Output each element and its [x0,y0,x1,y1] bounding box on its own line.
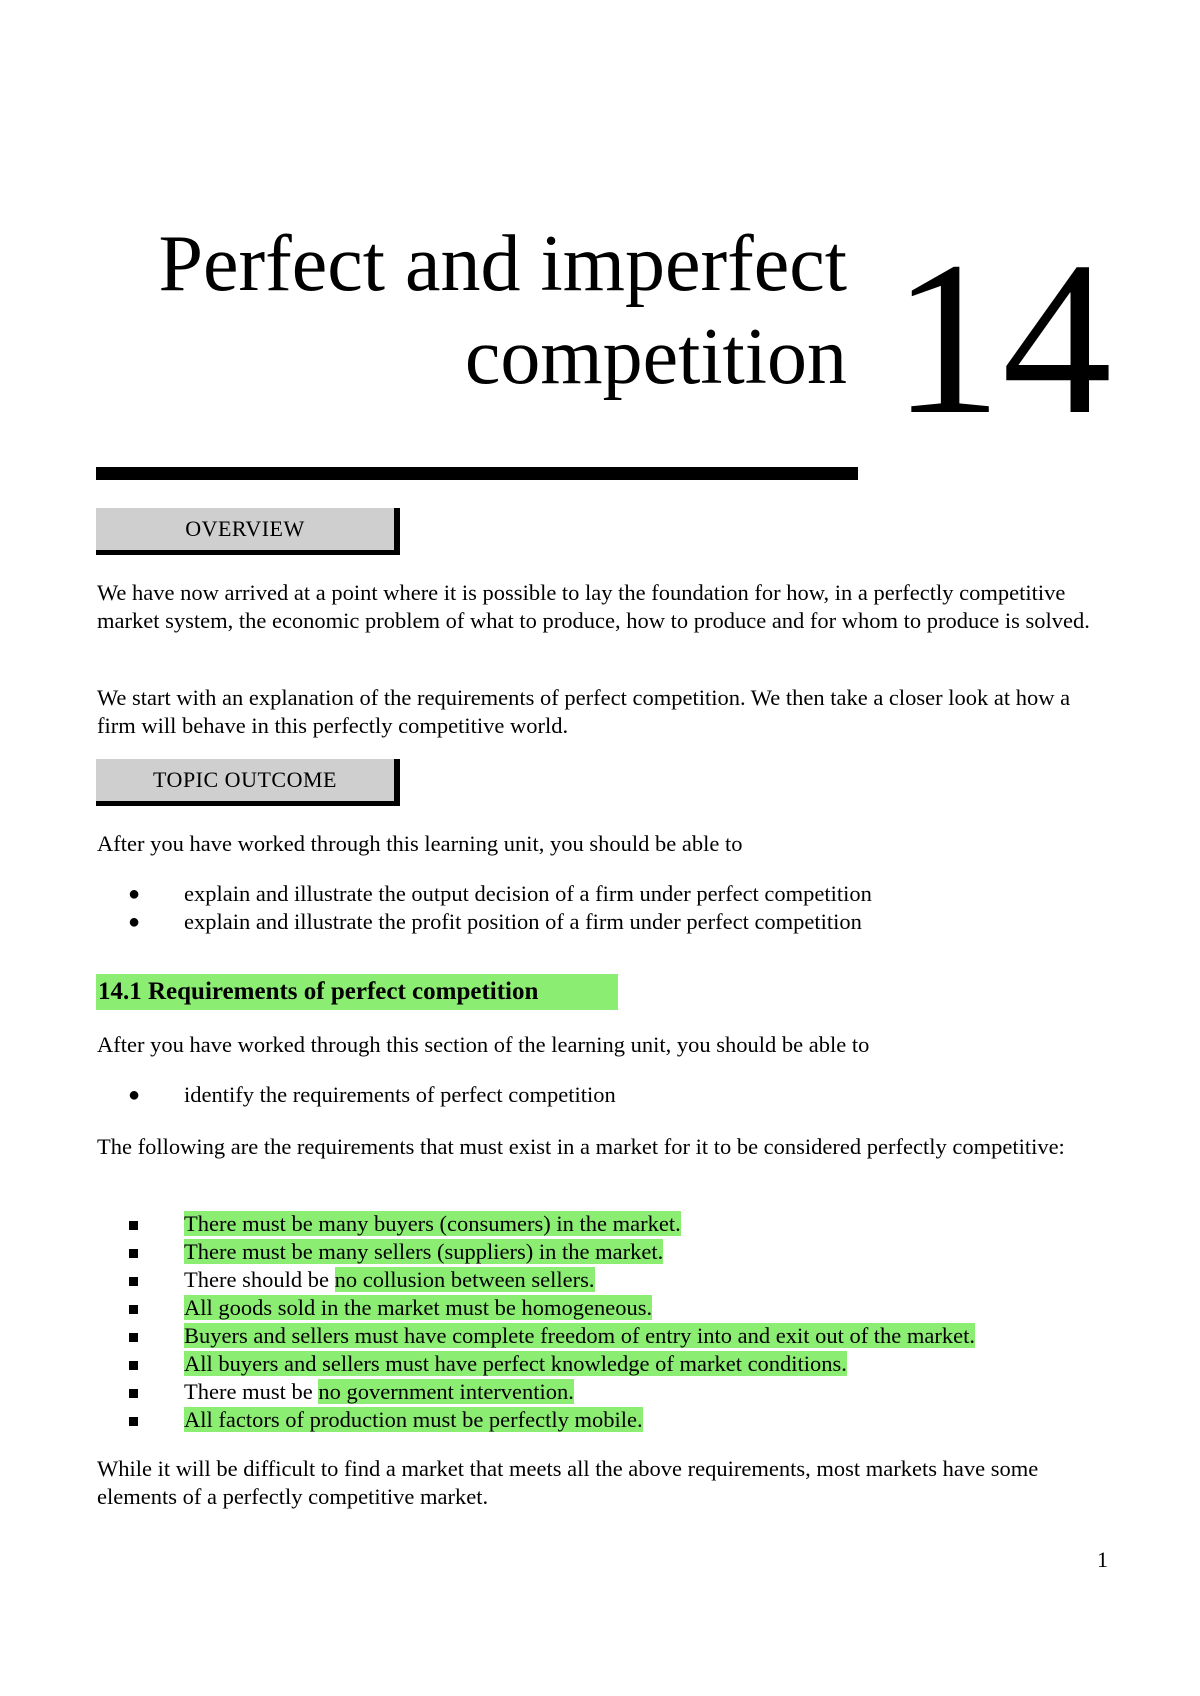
list-item: All goods sold in the market must be homogeneous. [0,1294,975,1322]
section-outcome-list [0,1081,616,1109]
list-item: All factors of production must be perfectly mobile. [0,1406,975,1434]
topic-outcome-intro: After you have worked through this learning unit, you should be able to [97,831,743,856]
chapter-number: 14 [892,216,1112,460]
bullet-square-icon [129,1333,138,1342]
requirements-list [0,1210,975,1434]
overview-paragraph-2: We start with an explanation of the requirements of perfect competition. We then take a closer look at how a firm will behave in this perfectly competitive world. [97,685,1071,738]
list-item: ● identify the requirements of perfect competition [128,1082,616,1107]
topic-outcome-heading: TOPIC OUTCOME [96,759,400,806]
list-item: There must be many sellers (suppliers) in the market. [0,1238,975,1266]
list-item: There must be no government intervention. [0,1378,975,1406]
bullet-dot-icon: ● [128,1084,141,1106]
bullet-square-icon [129,1417,138,1426]
bullet-square-icon [129,1389,138,1398]
list-item: ● explain and illustrate the profit position of a firm under perfect competition [128,909,862,934]
section-intro: After you have worked through this section of the learning unit, you should be able to [97,1032,870,1057]
list-item: There should be no collusion between sellers. [0,1266,975,1294]
closing-paragraph: While it will be difficult to find a market that meets all the above requirements, most markets have some elements of a perfectly competitive market. [97,1456,1039,1509]
chapter-title-line1: Perfect and imperfect [158,220,847,308]
list-item: There must be many buyers (consumers) in the market. [0,1210,975,1238]
topic-outcome-list [0,880,872,936]
list-item: Buyers and sellers must have complete freedom of entry into and exit out of the market. [0,1322,975,1350]
overview-paragraph-1: We have now arrived at a point where it is possible to lay the foundation for how, in a perfectly competitive market system, the economic problem of what to produce, how to produce and for whom to produce is solved. [97,580,1090,633]
bullet-square-icon [129,1249,138,1258]
bullet-square-icon [129,1221,138,1230]
page-number: 1 [1097,1547,1108,1572]
title-divider [96,467,858,480]
bullet-dot-icon: ● [128,911,141,933]
bullet-square-icon [129,1277,138,1286]
overview-heading: OVERVIEW [96,508,400,555]
chapter-title-line2: competition [464,313,847,401]
section-heading-14-1: 14.1 Requirements of perfect competition [96,974,618,1010]
requirements-lead: The following are the requirements that must exist in a market for it to be considered perfectly competitive: [97,1134,1065,1159]
list-item: All buyers and sellers must have perfect knowledge of market conditions. [0,1350,975,1378]
bullet-dot-icon: ● [128,883,141,905]
bullet-square-icon [129,1305,138,1314]
bullet-square-icon [129,1361,138,1370]
chapter-title [87,218,847,404]
list-item: ● explain and illustrate the output decision of a firm under perfect competition [128,881,872,906]
